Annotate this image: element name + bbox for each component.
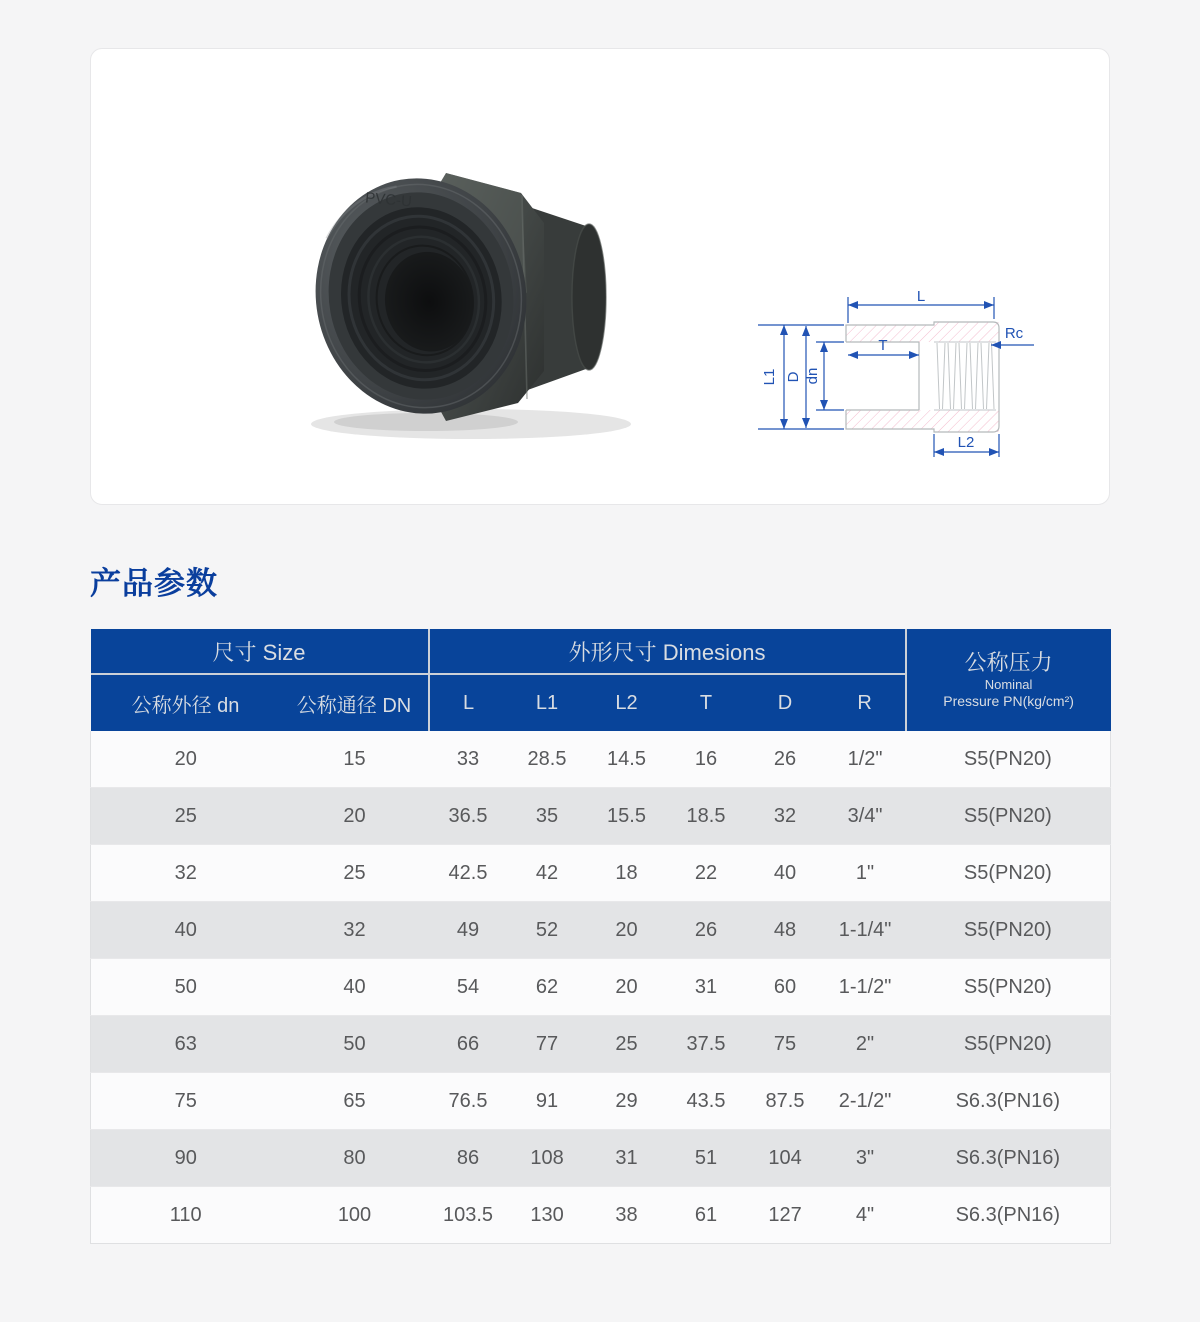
section-title: 产品参数 bbox=[90, 566, 218, 601]
header-col-T: T bbox=[667, 674, 746, 731]
spec-table-body bbox=[91, 731, 1111, 1244]
spec-cell: 32 bbox=[281, 902, 429, 959]
table-row bbox=[91, 1187, 1111, 1244]
header-col-dn: 公称外径 dn bbox=[91, 674, 281, 731]
spec-cell: 4" bbox=[825, 1187, 906, 1244]
spec-cell: 86 bbox=[429, 1130, 508, 1187]
spec-cell: 25 bbox=[281, 845, 429, 902]
spec-cell: 49 bbox=[429, 902, 508, 959]
spec-cell: 2-1/2" bbox=[825, 1073, 906, 1130]
dim-label-l: L bbox=[916, 288, 926, 305]
spec-cell: 1-1/4" bbox=[825, 902, 906, 959]
spec-cell: 40 bbox=[746, 845, 825, 902]
emboss-text: PVC-U bbox=[364, 189, 413, 211]
spec-cell: 42.5 bbox=[429, 845, 508, 902]
spec-cell: 1-1/2" bbox=[825, 959, 906, 1016]
spec-cell: 75 bbox=[746, 1016, 825, 1073]
spec-cell: 26 bbox=[667, 902, 746, 959]
dim-label-l1: L1 bbox=[761, 368, 778, 386]
spec-cell: 60 bbox=[746, 959, 825, 1016]
section-hatch bbox=[846, 322, 999, 432]
spec-cell: 40 bbox=[91, 902, 281, 959]
dim-label-t: T bbox=[878, 337, 888, 354]
table-row bbox=[91, 1130, 1111, 1187]
spec-cell: 28.5 bbox=[508, 731, 587, 788]
spec-cell: 65 bbox=[281, 1073, 429, 1130]
spec-cell: S6.3(PN16) bbox=[906, 1073, 1111, 1130]
header-pressure-group bbox=[906, 629, 1111, 731]
spec-cell: 66 bbox=[429, 1016, 508, 1073]
table-row bbox=[91, 845, 1111, 902]
spec-cell: S5(PN20) bbox=[906, 959, 1111, 1016]
spec-cell: 18.5 bbox=[667, 788, 746, 845]
header-col-L1: L1 bbox=[508, 674, 587, 731]
table-row bbox=[91, 788, 1111, 845]
spec-cell: 100 bbox=[281, 1187, 429, 1244]
dim-label-d: D bbox=[785, 371, 802, 383]
spec-cell: 52 bbox=[508, 902, 587, 959]
header-col-D: D bbox=[746, 674, 825, 731]
spec-table-header bbox=[91, 629, 1111, 731]
table-row bbox=[91, 902, 1111, 959]
spec-cell: 20 bbox=[281, 788, 429, 845]
spec-cell: 1/2" bbox=[825, 731, 906, 788]
spec-cell: 15 bbox=[281, 731, 429, 788]
spec-cell: S5(PN20) bbox=[906, 1016, 1111, 1073]
spec-cell: 76.5 bbox=[429, 1073, 508, 1130]
spec-cell: 20 bbox=[91, 731, 281, 788]
technical-drawing bbox=[746, 287, 1046, 482]
spec-cell: 1" bbox=[825, 845, 906, 902]
spec-cell: 63 bbox=[91, 1016, 281, 1073]
product-media-card bbox=[90, 48, 1110, 505]
spec-cell: 50 bbox=[281, 1016, 429, 1073]
spec-cell: 110 bbox=[91, 1187, 281, 1244]
spec-cell: 54 bbox=[429, 959, 508, 1016]
spec-cell: 20 bbox=[587, 959, 667, 1016]
thread-lines bbox=[934, 342, 996, 410]
pressure-label-en1: Nominal bbox=[984, 676, 1033, 692]
header-dims-group: 外形尺寸 Dimesions bbox=[429, 629, 906, 674]
product-photo bbox=[286, 131, 646, 451]
spec-cell: 75 bbox=[91, 1073, 281, 1130]
spec-cell: S5(PN20) bbox=[906, 845, 1111, 902]
spec-cell: S6.3(PN16) bbox=[906, 1130, 1111, 1187]
dim-label-l2: L2 bbox=[957, 434, 975, 451]
spec-cell: 77 bbox=[508, 1016, 587, 1073]
spec-cell: 48 bbox=[746, 902, 825, 959]
header-col-R: R bbox=[825, 674, 906, 731]
table-row bbox=[91, 731, 1111, 788]
spec-cell: 90 bbox=[91, 1130, 281, 1187]
spec-cell: 127 bbox=[746, 1187, 825, 1244]
spec-cell: 61 bbox=[667, 1187, 746, 1244]
header-col-L2: L2 bbox=[587, 674, 667, 731]
spec-cell: 32 bbox=[91, 845, 281, 902]
header-group-row bbox=[91, 629, 1111, 674]
spec-cell: 130 bbox=[508, 1187, 587, 1244]
spec-cell: 80 bbox=[281, 1130, 429, 1187]
spec-cell: 38 bbox=[587, 1187, 667, 1244]
header-col-L: L bbox=[429, 674, 508, 731]
header-size-group: 尺寸 Size bbox=[91, 629, 429, 674]
spec-cell: 91 bbox=[508, 1073, 587, 1130]
pressure-label-zh: 公称压力 bbox=[964, 649, 1053, 675]
spec-cell: 62 bbox=[508, 959, 587, 1016]
pressure-label-en2: Pressure PN(kg/cm²) bbox=[943, 693, 1074, 710]
spec-cell: S5(PN20) bbox=[906, 788, 1111, 845]
spec-cell: 103.5 bbox=[429, 1187, 508, 1244]
header-col-DN: 公称通径 DN bbox=[281, 674, 429, 731]
spec-cell: S5(PN20) bbox=[906, 902, 1111, 959]
spec-cell: 31 bbox=[667, 959, 746, 1016]
spec-cell: 51 bbox=[667, 1130, 746, 1187]
spec-cell: 32 bbox=[746, 788, 825, 845]
table-row bbox=[91, 959, 1111, 1016]
spec-cell: 22 bbox=[667, 845, 746, 902]
spec-cell: 36.5 bbox=[429, 788, 508, 845]
dim-label-dn: dn bbox=[804, 367, 821, 385]
spec-cell: 29 bbox=[587, 1073, 667, 1130]
spec-cell: 40 bbox=[281, 959, 429, 1016]
spec-cell: 33 bbox=[429, 731, 508, 788]
spec-cell: 25 bbox=[587, 1016, 667, 1073]
spec-cell: 14.5 bbox=[587, 731, 667, 788]
spec-cell: 50 bbox=[91, 959, 281, 1016]
table-row bbox=[91, 1016, 1111, 1073]
spec-cell: 26 bbox=[746, 731, 825, 788]
spec-cell: 2" bbox=[825, 1016, 906, 1073]
spec-cell: S5(PN20) bbox=[906, 731, 1111, 788]
spec-cell: 15.5 bbox=[587, 788, 667, 845]
spec-cell: S6.3(PN16) bbox=[906, 1187, 1111, 1244]
spec-cell: 31 bbox=[587, 1130, 667, 1187]
spec-cell: 25 bbox=[91, 788, 281, 845]
spec-table bbox=[90, 629, 1111, 1244]
dim-label-rc: Rc bbox=[1004, 325, 1024, 342]
spec-cell: 3" bbox=[825, 1130, 906, 1187]
spec-cell: 42 bbox=[508, 845, 587, 902]
spec-cell: 16 bbox=[667, 731, 746, 788]
table-row bbox=[91, 1073, 1111, 1130]
spec-cell: 108 bbox=[508, 1130, 587, 1187]
spec-cell: 37.5 bbox=[667, 1016, 746, 1073]
spec-cell: 43.5 bbox=[667, 1073, 746, 1130]
spec-cell: 18 bbox=[587, 845, 667, 902]
spec-cell: 104 bbox=[746, 1130, 825, 1187]
spec-cell: 35 bbox=[508, 788, 587, 845]
spec-cell: 3/4" bbox=[825, 788, 906, 845]
spec-cell: 87.5 bbox=[746, 1073, 825, 1130]
spec-cell: 20 bbox=[587, 902, 667, 959]
